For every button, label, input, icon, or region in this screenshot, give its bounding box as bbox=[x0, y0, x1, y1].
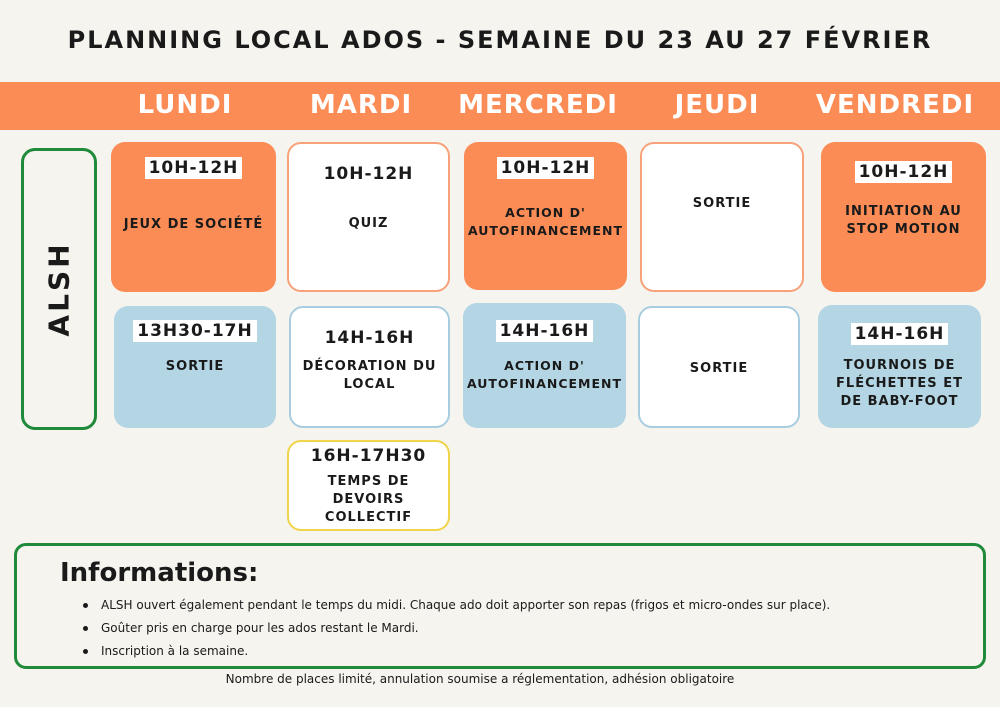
info-list bbox=[79, 594, 830, 663]
card-time: 10H-12H bbox=[855, 161, 953, 183]
page-title: PLANNING LOCAL ADOS - SEMAINE DU 23 AU 27 FÉVRIER bbox=[67, 26, 933, 54]
card-mardi-afternoon bbox=[289, 306, 450, 428]
card-activity: TEMPS DE DEVOIRS COLLECTIF bbox=[324, 474, 413, 525]
card-activity: ACTION D' AUTOFINANCEMENT bbox=[466, 358, 623, 391]
day-mercredi: MERCREDI bbox=[458, 90, 618, 120]
card-activity: SORTIE bbox=[165, 359, 225, 374]
card-time: 14H-16H bbox=[324, 328, 415, 348]
card-mercredi-afternoon bbox=[463, 303, 626, 428]
card-time: 14H-16H bbox=[851, 323, 949, 345]
card-activity: SORTIE bbox=[689, 361, 749, 376]
info-item bbox=[79, 640, 830, 663]
card-activity: TOURNOIS DE FLÉCHETTES ET DE BABY-FOOT bbox=[836, 358, 963, 409]
card-activity: JEUX DE SOCIÉTÉ bbox=[123, 217, 264, 232]
card-lundi-morning bbox=[111, 142, 276, 292]
card-time: 13H30-17H bbox=[133, 320, 256, 342]
bullet-icon bbox=[83, 603, 88, 608]
card-activity: SORTIE bbox=[692, 196, 752, 211]
card-time: 14H-16H bbox=[496, 320, 594, 342]
card-activity: ACTION D' AUTOFINANCEMENT bbox=[467, 205, 624, 238]
card-vendredi-morning bbox=[821, 142, 986, 292]
alsh-label: ALSH bbox=[42, 241, 76, 337]
day-mardi: MARDI bbox=[309, 90, 413, 120]
card-time: 10H-12H bbox=[145, 157, 243, 179]
card-mercredi-morning bbox=[464, 142, 627, 290]
footer-note: Nombre de places limité, annulation soumise a réglementation, adhésion obligatoire bbox=[225, 672, 735, 686]
info-item bbox=[79, 594, 830, 617]
bullet-icon bbox=[83, 649, 88, 654]
card-time: 10H-12H bbox=[497, 157, 595, 179]
info-title: Informations: bbox=[60, 558, 259, 588]
card-mardi-morning bbox=[287, 142, 450, 292]
card-activity: DÉCORATION DU LOCAL bbox=[302, 359, 437, 392]
card-jeudi-afternoon bbox=[638, 306, 800, 428]
card-time: 16H-17H30 bbox=[310, 446, 427, 466]
info-item-text: Inscription à la semaine. bbox=[101, 644, 249, 658]
card-time: 10H-12H bbox=[323, 164, 414, 184]
card-vendredi-afternoon bbox=[818, 305, 981, 428]
day-jeudi: JEUDI bbox=[674, 90, 760, 120]
alsh-side-box bbox=[21, 148, 97, 430]
info-item-text: ALSH ouvert également pendant le temps du midi. Chaque ado doit apporter son repas (frigos et micro-ondes sur place). bbox=[101, 598, 831, 612]
day-lundi: LUNDI bbox=[137, 90, 233, 120]
bullet-icon bbox=[83, 626, 88, 631]
info-box bbox=[14, 543, 986, 669]
info-item-text: Goûter pris en charge pour les ados restant le Mardi. bbox=[101, 621, 419, 635]
day-header-band bbox=[0, 82, 1000, 130]
day-vendredi: VENDREDI bbox=[815, 90, 975, 120]
card-jeudi-morning bbox=[640, 142, 804, 292]
card-mardi-late bbox=[287, 440, 450, 531]
card-activity: INITIATION AU STOP MOTION bbox=[845, 204, 962, 237]
info-item bbox=[79, 617, 830, 640]
card-activity: QUIZ bbox=[348, 216, 389, 231]
card-lundi-afternoon bbox=[114, 306, 276, 428]
